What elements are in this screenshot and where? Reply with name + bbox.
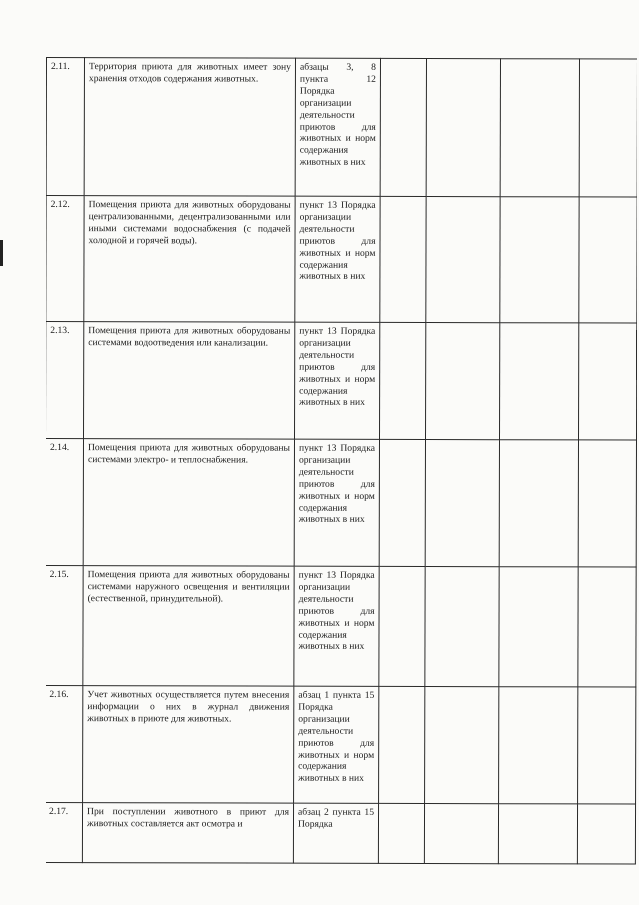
answer-cell-not-applicable[interactable]	[499, 440, 578, 567]
table-row	[46, 439, 636, 568]
answer-cell-no[interactable]	[425, 322, 499, 439]
answer-cell-not-applicable[interactable]	[500, 59, 579, 197]
answer-cell-yes[interactable]	[380, 196, 426, 322]
requirement-text: Территория приюта для животных имеет зону хранения отходов содержания животных.	[84, 58, 295, 197]
table-row	[46, 196, 637, 324]
notes-cell[interactable]	[577, 804, 635, 864]
notes-cell[interactable]	[579, 197, 637, 323]
legal-reference: абзац 2 пункта 15 Порядка	[293, 803, 378, 863]
answer-cell-yes[interactable]	[380, 58, 426, 196]
table-row	[46, 565, 636, 687]
item-number: 2.13.	[46, 322, 84, 439]
requirement-text: При поступлении животного в приют для животных составляется акт осмотра и	[82, 803, 293, 864]
legal-reference: пункт 13 Порядка организации деятельности приютов для животных и норм содержания животных в них	[295, 322, 380, 439]
legal-reference: пункт 13 Порядка организации деятельности приютов для животных и норм содержания животных в них	[294, 439, 379, 566]
answer-cell-not-applicable[interactable]	[498, 804, 577, 864]
item-number: 2.16.	[46, 685, 83, 802]
answer-cell-yes[interactable]	[379, 439, 425, 566]
requirement-text: Помещения приюта для животных оборудованы системами водоотведения или канализации.	[84, 322, 295, 440]
requirement-text: Помещения приюта для животных оборудованы системами электро- и теплоснабжения.	[83, 439, 294, 567]
requirement-text: Помещения приюта для животных оборудованы централизованными, децентрализованными или иными системами водоснабжения (с подачей холодной и горячей воды).	[84, 196, 295, 323]
notes-cell[interactable]	[578, 687, 636, 804]
answer-cell-no[interactable]	[426, 58, 500, 196]
requirement-text: Помещения приюта для животных оборудованы системами наружного освещения и вентиляции (естественной, принудительной).	[83, 566, 294, 687]
answer-cell-yes[interactable]	[380, 322, 426, 439]
notes-cell[interactable]	[578, 567, 636, 687]
item-number: 2.17.	[46, 802, 83, 862]
table-row	[46, 322, 637, 441]
answer-cell-not-applicable[interactable]	[499, 687, 578, 804]
notes-cell[interactable]	[578, 323, 636, 440]
answer-cell-not-applicable[interactable]	[499, 323, 578, 440]
legal-reference: пункт 13 Порядка организации деятельности приютов для животных и норм содержания животных в них	[295, 196, 380, 322]
item-number: 2.12.	[46, 196, 84, 322]
answer-cell-yes[interactable]	[379, 566, 425, 686]
notes-cell[interactable]	[579, 59, 637, 197]
legal-reference: абзацы 3, 8 пункта 12 Порядка организации деятельности приютов для животных и норм содержания животных в них	[295, 58, 380, 196]
table-row	[46, 685, 636, 804]
answer-cell-no[interactable]	[425, 566, 499, 686]
answer-cell-yes[interactable]	[379, 686, 425, 803]
answer-cell-not-applicable[interactable]	[499, 567, 578, 687]
answer-cell-no[interactable]	[425, 439, 499, 566]
answer-cell-yes[interactable]	[378, 803, 424, 863]
table-row	[46, 802, 636, 864]
item-number: 2.14.	[46, 439, 84, 566]
legal-reference: пункт 13 Порядка организации деятельности приютов для животных и норм содержания животных в них	[294, 566, 379, 686]
requirement-text: Учет животных осуществляется путем внесения информации о них в журнал движения животных в приюте для животных.	[83, 686, 294, 804]
answer-cell-no[interactable]	[425, 686, 499, 803]
notes-cell[interactable]	[578, 440, 636, 567]
legal-reference: абзац 1 пункта 15 Порядка организации деятельности приютов для животных и норм содержания животных в них	[294, 686, 379, 803]
answer-cell-not-applicable[interactable]	[500, 197, 579, 323]
item-number: 2.15.	[46, 565, 83, 685]
table-row	[46, 58, 637, 198]
answer-cell-no[interactable]	[426, 196, 500, 322]
item-number: 2.11.	[46, 58, 84, 196]
scan-edge-mark-left	[0, 240, 3, 266]
checklist-table	[46, 57, 637, 865]
answer-cell-no[interactable]	[424, 803, 498, 863]
document-page	[46, 57, 637, 902]
